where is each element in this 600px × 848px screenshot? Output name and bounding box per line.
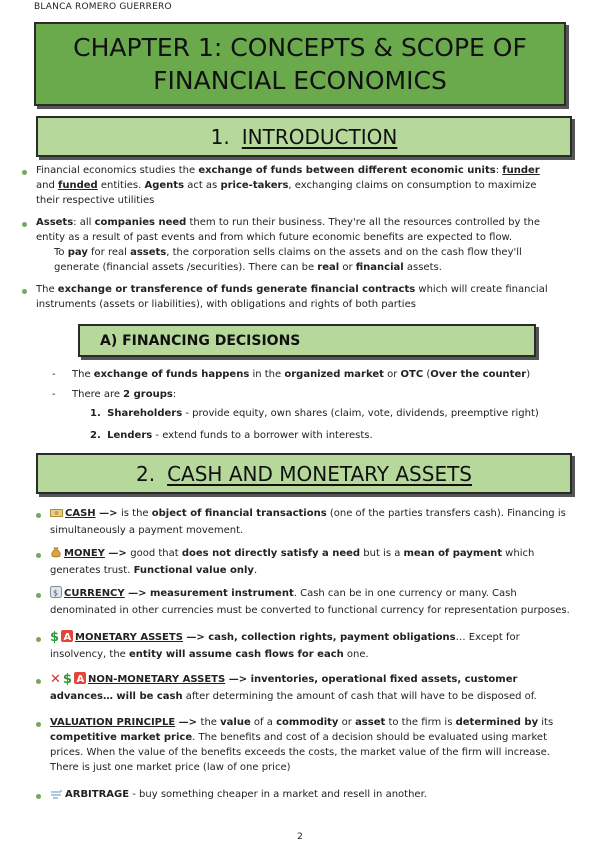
money-bag-icon [50, 546, 62, 563]
section-2-title: CASH AND MONETARY ASSETS [167, 461, 472, 486]
bold-text: exchange of funds between different economic units [198, 165, 496, 176]
text: or [383, 369, 401, 380]
text: . [253, 565, 258, 576]
intro-paragraph-2b [54, 245, 564, 275]
text: its [538, 717, 554, 728]
text: . Cash can be in one currency or many. Cash denominated in other currencies must be converted to functional currency for representation purposes. [50, 588, 570, 616]
svg-text:$: $ [53, 588, 59, 598]
item-label: CURRENCY [64, 588, 125, 599]
bullet-dot [22, 170, 27, 175]
text: of a [250, 717, 277, 728]
text: and [36, 180, 58, 191]
bold-text: Agents [144, 180, 185, 191]
bold-text: commodity [276, 717, 339, 728]
section-1-header [36, 116, 572, 157]
arrow: —> [182, 632, 209, 643]
text: There are [72, 389, 124, 400]
text: is the [121, 508, 152, 519]
intro-paragraph-3 [36, 282, 561, 312]
bold-text: object of financial transactions [151, 508, 327, 519]
financing-item-1 [72, 367, 562, 382]
bold-text: financial [355, 262, 404, 273]
bold-text: pay [67, 247, 88, 258]
cross-icon: ✕ [50, 672, 61, 687]
bullet-dot [36, 637, 41, 642]
bold-text: Shareholders [107, 408, 183, 419]
financing-item-2 [72, 387, 562, 402]
section-1-number: 1. [210, 124, 230, 149]
text: in the [249, 369, 285, 380]
text: but is a [360, 548, 404, 559]
bullet-dot [22, 222, 27, 227]
bold-text: value [220, 717, 251, 728]
dash-wind-icon [50, 789, 63, 804]
financing-group-1 [90, 406, 570, 421]
text: - extend funds to a borrower with interests. [152, 430, 373, 441]
text: . The benefits and cost of a decision should be evaluated using market prices. When the value of the benefits exceeds the costs, the market value of the firm will increase. There is just one market price (law of one price) [50, 732, 550, 773]
text: the [200, 717, 221, 728]
arrow: —> [124, 588, 150, 599]
bold-text: price-takers [220, 180, 289, 191]
text: To [54, 247, 68, 258]
cash-money-icon [50, 508, 63, 523]
author-name: BLANCA ROMERO GUERRERO [34, 2, 172, 12]
letter-a-icon [61, 630, 73, 647]
non-monetary-assets-item [50, 672, 570, 704]
cash-item [50, 506, 570, 538]
page-number: 2 [297, 832, 303, 842]
bold-text: mean of payment [403, 548, 502, 559]
text: : [172, 389, 177, 400]
item-label: MONEY [64, 548, 105, 559]
text: - buy something cheaper in a market and resell in another. [129, 789, 427, 800]
bullet-dot [36, 679, 41, 684]
section-2-header [36, 453, 572, 494]
bullet-dot [36, 722, 41, 727]
bold-text: competitive market price [50, 732, 193, 743]
arrow: —> [95, 508, 121, 519]
bold-text: assets [130, 247, 167, 258]
bold-text: does not directly satisfy a need [181, 548, 361, 559]
bullet-dot [36, 593, 41, 598]
chapter-title: CHAPTER 1: CONCEPTS & SCOPE OF FINANCIAL ECONOMICS [34, 22, 566, 106]
dash-bullet: - [52, 389, 56, 400]
text: ) [526, 369, 531, 380]
bold-text: funder [502, 165, 540, 176]
bold-text: organized market [284, 369, 384, 380]
list-number: 2. [90, 430, 101, 441]
subsection-a-title: A) FINANCING DECISIONS [100, 332, 301, 349]
bold-text: OTC [400, 369, 424, 380]
monetary-assets-item [50, 630, 570, 662]
intro-paragraph-1 [36, 163, 561, 208]
money-item [50, 546, 570, 578]
text: ( [423, 369, 431, 380]
currency-exchange-icon [50, 586, 62, 603]
bold-text: measurement instrument [149, 588, 294, 599]
bold-text: funded [58, 180, 98, 191]
bold-text: entity will assume cash flows for each [129, 649, 344, 660]
text: one. [343, 649, 369, 660]
text: The [36, 284, 58, 295]
bold-text: real [317, 262, 340, 273]
text: after determining the amount of cash that will have to be disposed of. [182, 691, 537, 702]
text: The [72, 369, 94, 380]
text: act as [184, 180, 221, 191]
valuation-principle-item [50, 715, 570, 775]
text: them to run their business. They're all the resources controlled by the entity as a result of past events and from which future economic benefits are expected to flow. [36, 217, 540, 243]
section-1-title: INTRODUCTION [241, 124, 398, 149]
letter-a-icon [74, 672, 86, 689]
text: assets. [403, 262, 442, 273]
item-label: CASH [65, 508, 96, 519]
text: , the corporation sells claims on the assets and on the cash flow they'll generate (financial assets /securities). There can be [54, 247, 522, 273]
text: (one of the parties transfers cash). Financing is simultaneously a payment movement. [50, 508, 566, 536]
currency-item [50, 586, 570, 618]
text: entities. [97, 180, 145, 191]
bullet-dot [36, 513, 41, 518]
bold-text: companies need [94, 217, 187, 228]
bullet-dot [36, 794, 41, 799]
dollar-icon: $ [62, 672, 72, 687]
text: which generates trust. [50, 548, 535, 576]
bold-text: Assets [36, 217, 74, 228]
bold-text: cash, collection rights, payment obligations [208, 632, 456, 643]
arrow: —> [175, 717, 201, 728]
bold-text: asset [355, 717, 386, 728]
text: : all [73, 217, 95, 228]
text: : [495, 165, 503, 176]
item-label: NON-MONETARY ASSETS [87, 674, 226, 685]
text: Financial economics studies the [36, 165, 199, 176]
svg-text:A: A [76, 674, 85, 684]
text: which will create financial instruments (assets or liabilities), with obligations and rights of both parties [36, 284, 548, 310]
bold-text: determined by [455, 717, 539, 728]
bold-text: exchange of funds happens [93, 369, 250, 380]
arbitrage-item [50, 787, 570, 804]
item-label: VALUATION PRINCIPLE [50, 717, 176, 728]
section-2-number: 2. [136, 461, 156, 486]
arrow: —> [225, 674, 251, 685]
bold-text: 2 groups [123, 389, 173, 400]
item-label: ARBITRAGE [65, 789, 130, 800]
text: … Except for insolvency, the [50, 632, 520, 660]
text: or [339, 262, 356, 273]
dash-bullet: - [52, 369, 56, 380]
arrow: —> [104, 548, 131, 559]
bold-text: Functional value only [133, 565, 254, 576]
bold-text: Over the counter [430, 369, 527, 380]
intro-paragraph-2 [36, 215, 561, 245]
bold-text: exchange or transference of funds generate financial contracts [57, 284, 416, 295]
text: to the firm is [385, 717, 456, 728]
bold-text: Lenders [107, 430, 153, 441]
subsection-a-header [78, 324, 536, 357]
bold-text: inventories, operational fixed assets, customer advances… will be cash [50, 674, 518, 702]
list-number: 1. [90, 408, 101, 419]
text: , exchanging claims on consumption to maximize their respective utilities [36, 180, 537, 206]
text: for real [87, 247, 131, 258]
financing-group-2 [90, 428, 570, 443]
text: good that [130, 548, 182, 559]
dollar-icon: $ [50, 630, 60, 645]
bullet-dot [22, 289, 27, 294]
item-label: MONETARY ASSETS [75, 632, 183, 643]
text: or [338, 717, 356, 728]
text: - provide equity, own shares (claim, vote, dividends, preemptive right) [182, 408, 539, 419]
bullet-dot [36, 553, 41, 558]
svg-text:A: A [63, 632, 72, 642]
